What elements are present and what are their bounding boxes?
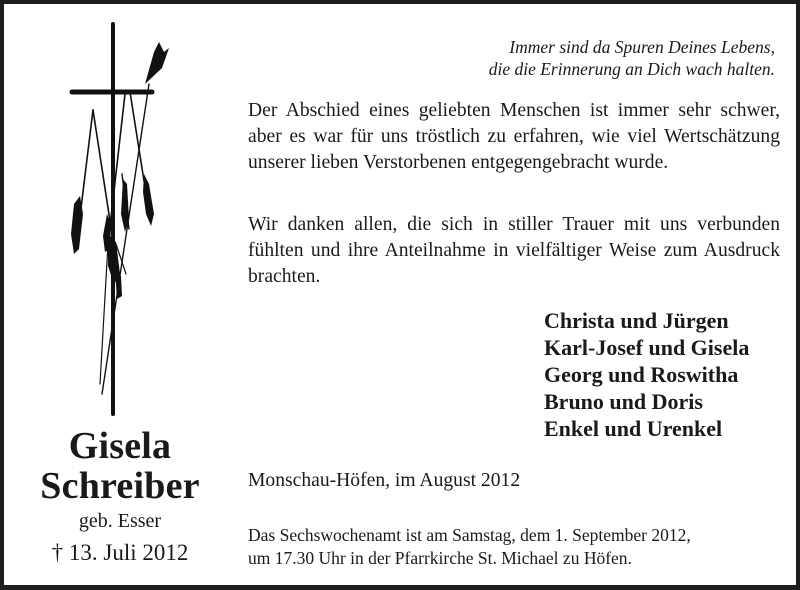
thanks-paragraph-1: Der Abschied eines geliebten Menschen ist immer sehr schwer, aber es war für uns tröstlich zu erfahren, wie viel Wertschätzung unserer lieben Verstorbenen entgegengebracht wurde.	[248, 100, 780, 173]
place-date: Monschau-Höfen, im August 2012	[248, 470, 521, 491]
deceased-block	[4, 426, 236, 566]
maiden-name: geb. Esser	[78, 510, 162, 532]
service-line: um 17.30 Uhr in der Pfarrkirche St. Michael zu Höfen.	[248, 548, 632, 568]
thanks-paragraph-2: Wir danken allen, die sich in stiller Trauer mit uns verbunden fühlten und ihre Anteilnahme in vielfältiger Weise zum Ausdruck brachten.	[248, 214, 780, 287]
death-date: † 13. Juli 2012	[51, 540, 189, 565]
motto-line: die die Erinnerung an Dich wach halten.	[488, 59, 775, 79]
motto-quote	[489, 36, 775, 80]
obituary-notice	[4, 4, 796, 585]
deceased-first-name: Gisela	[68, 425, 172, 467]
signers-list	[544, 307, 749, 442]
cross-with-wheat-icon	[4, 4, 234, 424]
signer: Christa und Jürgen	[544, 308, 729, 333]
motto-line: Immer sind da Spuren Deines Lebens,	[509, 37, 775, 57]
signer: Bruno und Doris	[544, 389, 703, 414]
deceased-last-name: Schreiber	[40, 465, 200, 507]
service-line: Das Sechswochenamt ist am Samstag, dem 1. September 2012,	[248, 525, 691, 545]
signer: Karl-Josef und Gisela	[544, 335, 750, 360]
signer: Enkel und Urenkel	[544, 416, 723, 441]
signer: Georg und Roswitha	[544, 362, 739, 387]
service-notice	[248, 524, 691, 570]
